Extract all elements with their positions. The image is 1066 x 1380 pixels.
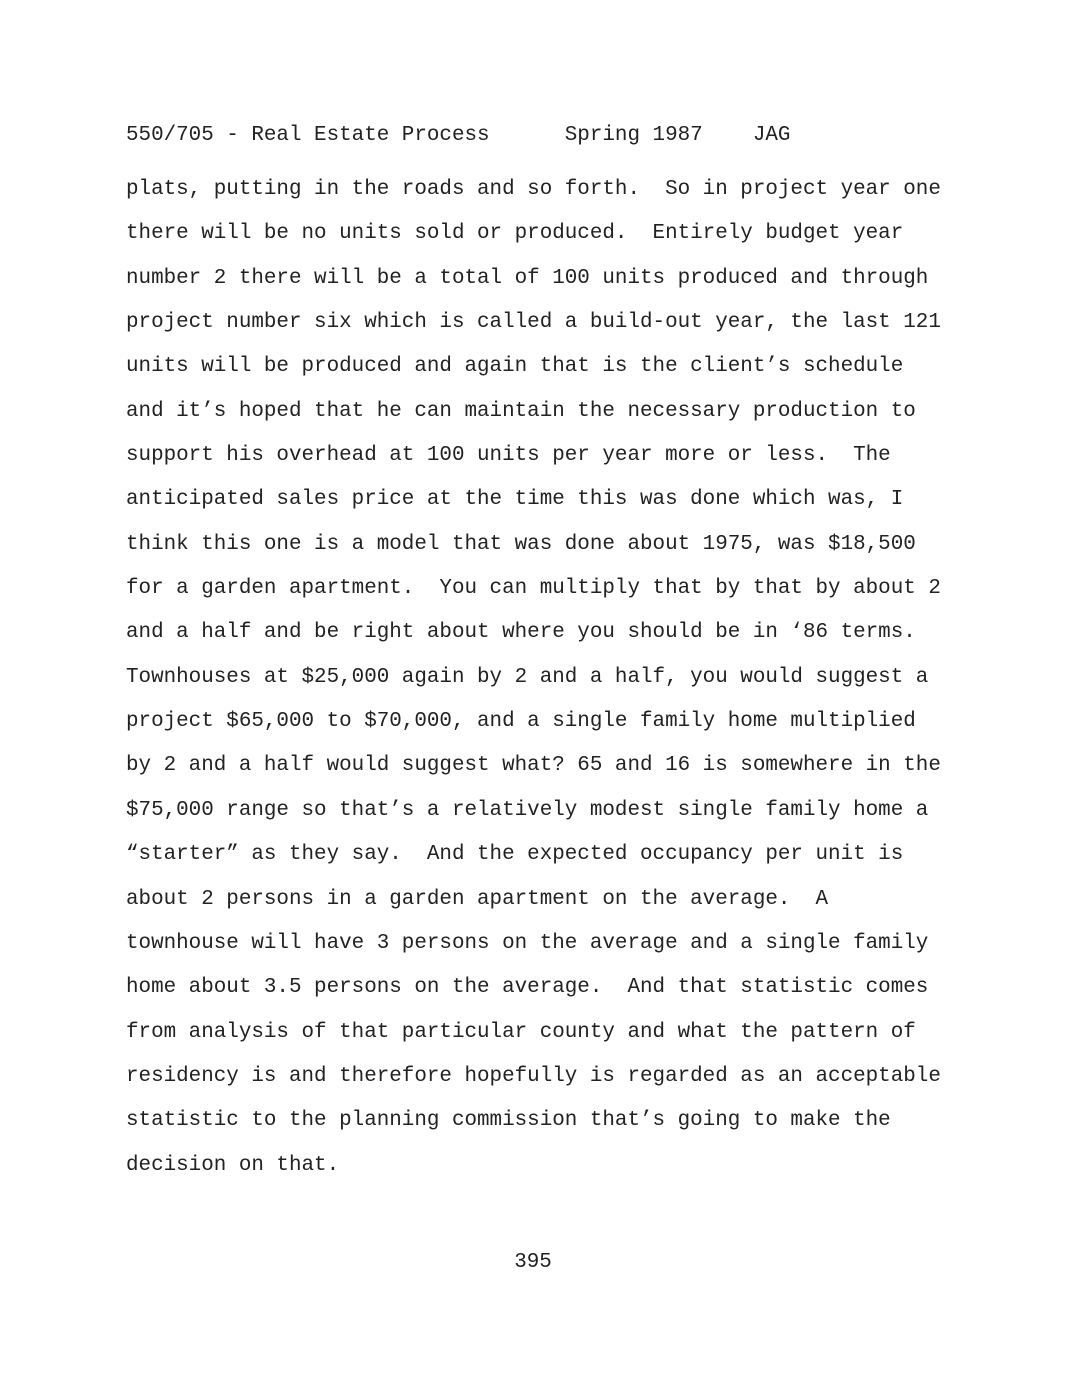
text-line: statistic to the planning commission that’s going to make the	[126, 1109, 891, 1133]
transcript-body	[126, 168, 956, 1188]
text-line: think this one is a model that was done about 1975, was $18,500	[126, 532, 916, 556]
text-line: townhouse will have 3 persons on the average and a single family	[126, 931, 929, 955]
text-line: support his overhead at 100 units per year more or less. The	[126, 444, 891, 468]
text-line: Townhouses at $25,000 again by 2 and a half, you would suggest a	[126, 665, 929, 689]
text-line: $75,000 range so that’s a relatively modest single family home a	[126, 798, 929, 822]
text-line: there will be no units sold or produced. Entirely budget year	[126, 222, 904, 246]
text-line: and it’s hoped that he can maintain the necessary production to	[126, 399, 916, 423]
text-line: units will be produced and again that is the client’s schedule	[126, 355, 904, 379]
text-line: and a half and be right about where you should be in ‘86 terms.	[126, 621, 916, 645]
text-line: about 2 persons in a garden apartment on the average. A	[126, 887, 829, 911]
text-line: plats, putting in the roads and so forth. So in project year one	[126, 178, 941, 201]
text-line: by 2 and a half would suggest what? 65 and 16 is somewhere in the	[126, 754, 941, 778]
text-line: project $65,000 to $70,000, and a single family home multiplied	[126, 710, 916, 734]
text-line: for a garden apartment. You can multiply that by that by about 2	[126, 577, 941, 601]
page-number: 395	[514, 1251, 552, 1274]
text-line: number 2 there will be a total of 100 units produced and through	[126, 266, 929, 290]
text-line: from analysis of that particular county and what the pattern of	[126, 1020, 916, 1044]
text-line: residency is and therefore hopefully is regarded as an acceptable	[126, 1064, 941, 1088]
text-line: “starter” as they say. And the expected occupancy per unit is	[126, 843, 904, 867]
text-line: decision on that.	[126, 1153, 340, 1177]
text-line: anticipated sales price at the time this was done which was, I	[126, 488, 904, 512]
page-header: 550/705 - Real Estate Process Spring 1987 JAG	[126, 124, 791, 147]
text-line: home about 3.5 persons on the average. And that statistic comes	[126, 976, 929, 1000]
text-line: project number six which is called a build-out year, the last 121	[126, 311, 941, 335]
